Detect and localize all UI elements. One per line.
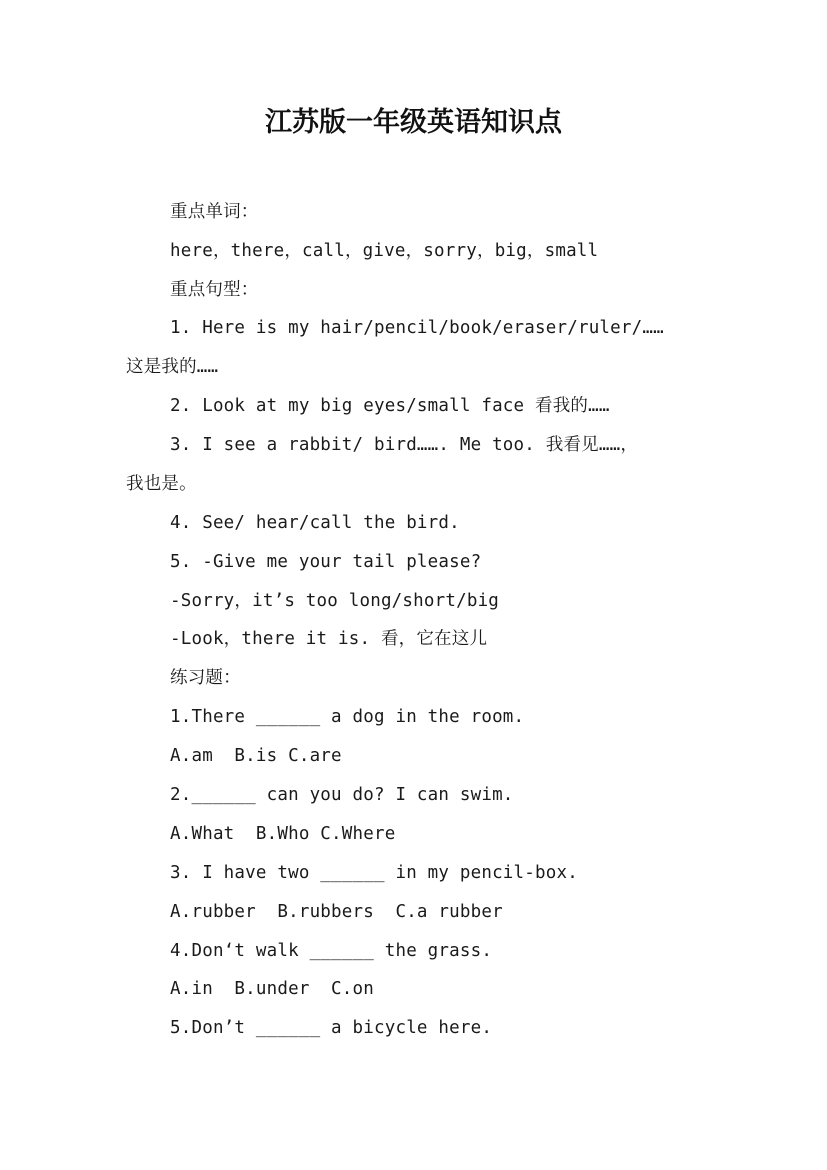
sentence-1: 1. Here is my hair/pencil/book/eraser/ruler/…… <box>170 318 664 338</box>
exercise-2-question: 2.______ can you do? I can swim. <box>170 785 514 805</box>
key-words-line: here，there，call，give，sorry，big，small <box>170 241 599 261</box>
sentence-5-reply-1: -Sorry，it’s too long/short/big <box>170 591 500 611</box>
document-title: 江苏版一年级英语知识点 <box>265 107 562 138</box>
exercise-4-question: 4.Don‘t walk ______ the grass. <box>170 941 493 961</box>
exercise-5-question: 5.Don’t ______ a bicycle here. <box>170 1018 493 1038</box>
sentence-3-continuation: 我也是。 <box>126 474 197 494</box>
section-heading-exercises: 练习题： <box>170 668 241 688</box>
sentence-5: 5. -Give me your tail please? <box>170 552 482 572</box>
exercise-4-options: A.in B.under C.on <box>170 979 374 999</box>
section-heading-key-sentences: 重点句型： <box>170 280 259 300</box>
sentence-5-reply-2: -Look，there it is. 看，它在这儿 <box>170 629 488 649</box>
exercise-3-options: A.rubber B.rubbers C.a rubber <box>170 902 503 922</box>
sentence-3: 3. I see a rabbit/ bird……. Me too. 我看见……， <box>170 435 639 455</box>
exercise-1-question: 1.There ______ a dog in the room. <box>170 707 525 727</box>
exercise-3-question: 3. I have two ______ in my pencil-box. <box>170 863 578 883</box>
sentence-2: 2. Look at my big eyes/small face 看我的…… <box>170 396 610 416</box>
sentence-1-translation: 这是我的…… <box>126 357 219 377</box>
section-heading-key-words: 重点单词： <box>170 202 259 222</box>
sentence-4: 4. See/ hear/call the bird. <box>170 513 460 533</box>
exercise-2-options: A.What B.Who C.Where <box>170 824 396 844</box>
exercise-1-options: A.am B.is C.are <box>170 746 342 766</box>
